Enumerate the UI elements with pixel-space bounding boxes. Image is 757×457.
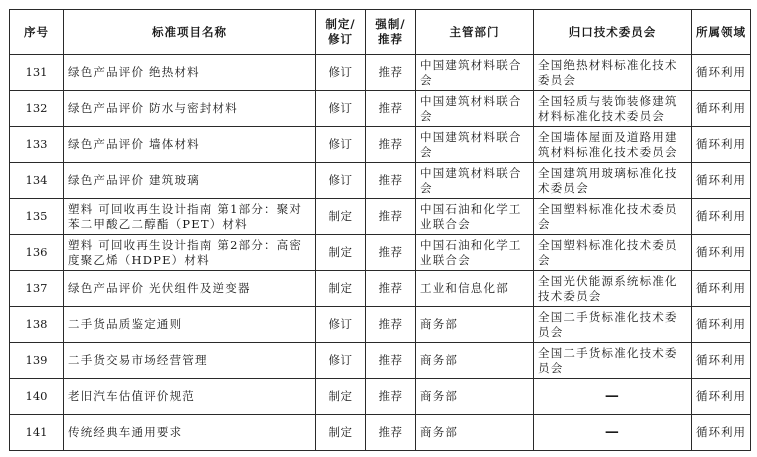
cell-committee: 全国二手货标准化技术委员会 [534, 307, 692, 343]
table-row [10, 343, 751, 379]
cell-domain: 循环利用 [692, 199, 751, 235]
table-row [10, 55, 751, 91]
table-row [10, 307, 751, 343]
header-index: 序号 [10, 10, 64, 55]
table-row [10, 379, 751, 415]
cell-domain: 循环利用 [692, 91, 751, 127]
cell-committee: — [534, 415, 692, 451]
cell-name: 二手货交易市场经营管理 [64, 343, 316, 379]
cell-type: 修订 [316, 55, 366, 91]
cell-domain: 循环利用 [692, 235, 751, 271]
cell-domain: 循环利用 [692, 271, 751, 307]
header-mandatory: 强制/推荐 [366, 10, 416, 55]
cell-department: 中国建筑材料联合会 [416, 163, 534, 199]
cell-index: 131 [10, 55, 64, 91]
cell-domain: 循环利用 [692, 379, 751, 415]
cell-type: 制定 [316, 199, 366, 235]
cell-type: 修订 [316, 307, 366, 343]
cell-type: 制定 [316, 235, 366, 271]
standards-table [9, 9, 751, 451]
cell-domain: 循环利用 [692, 307, 751, 343]
cell-index: 133 [10, 127, 64, 163]
cell-committee: 全国轻质与装饰装修建筑材料标准化技术委员会 [534, 91, 692, 127]
cell-department: 商务部 [416, 415, 534, 451]
table-row [10, 127, 751, 163]
header-department: 主管部门 [416, 10, 534, 55]
header-domain: 所属领域 [692, 10, 751, 55]
cell-mandatory: 推荐 [366, 91, 416, 127]
cell-index: 132 [10, 91, 64, 127]
cell-domain: 循环利用 [692, 127, 751, 163]
cell-department: 商务部 [416, 379, 534, 415]
cell-type: 修订 [316, 127, 366, 163]
table-row [10, 271, 751, 307]
header-type: 制定/修订 [316, 10, 366, 55]
cell-committee: 全国塑料标准化技术委员会 [534, 199, 692, 235]
cell-department: 商务部 [416, 307, 534, 343]
table-row [10, 235, 751, 271]
cell-mandatory: 推荐 [366, 235, 416, 271]
cell-department: 中国石油和化学工业联合会 [416, 199, 534, 235]
table-row [10, 199, 751, 235]
cell-mandatory: 推荐 [366, 379, 416, 415]
cell-mandatory: 推荐 [366, 271, 416, 307]
table-row [10, 91, 751, 127]
cell-index: 137 [10, 271, 64, 307]
cell-domain: 循环利用 [692, 55, 751, 91]
cell-committee: 全国二手货标准化技术委员会 [534, 343, 692, 379]
cell-department: 商务部 [416, 343, 534, 379]
cell-index: 135 [10, 199, 64, 235]
cell-type: 修订 [316, 343, 366, 379]
cell-domain: 循环利用 [692, 415, 751, 451]
cell-department: 中国建筑材料联合会 [416, 91, 534, 127]
cell-mandatory: 推荐 [366, 55, 416, 91]
cell-name: 绿色产品评价 墙体材料 [64, 127, 316, 163]
cell-index: 141 [10, 415, 64, 451]
cell-domain: 循环利用 [692, 163, 751, 199]
cell-mandatory: 推荐 [366, 415, 416, 451]
cell-type: 修订 [316, 91, 366, 127]
cell-committee: — [534, 379, 692, 415]
cell-mandatory: 推荐 [366, 163, 416, 199]
cell-committee: 全国墙体屋面及道路用建筑材料标准化技术委员会 [534, 127, 692, 163]
cell-index: 134 [10, 163, 64, 199]
cell-name: 传统经典车通用要求 [64, 415, 316, 451]
cell-mandatory: 推荐 [366, 343, 416, 379]
cell-name: 塑料 可回收再生设计指南 第2部分：高密度聚乙烯（HDPE）材料 [64, 235, 316, 271]
cell-committee: 全国建筑用玻璃标准化技术委员会 [534, 163, 692, 199]
cell-type: 制定 [316, 271, 366, 307]
cell-name: 二手货品质鉴定通则 [64, 307, 316, 343]
cell-committee: 全国光伏能源系统标准化技术委员会 [534, 271, 692, 307]
cell-mandatory: 推荐 [366, 199, 416, 235]
cell-index: 139 [10, 343, 64, 379]
cell-index: 138 [10, 307, 64, 343]
cell-index: 140 [10, 379, 64, 415]
cell-name: 绿色产品评价 绝热材料 [64, 55, 316, 91]
cell-mandatory: 推荐 [366, 307, 416, 343]
cell-department: 工业和信息化部 [416, 271, 534, 307]
header-committee: 归口技术委员会 [534, 10, 692, 55]
cell-type: 制定 [316, 415, 366, 451]
cell-name: 绿色产品评价 防水与密封材料 [64, 91, 316, 127]
table-row [10, 415, 751, 451]
cell-department: 中国建筑材料联合会 [416, 55, 534, 91]
cell-type: 修订 [316, 163, 366, 199]
cell-department: 中国石油和化学工业联合会 [416, 235, 534, 271]
cell-name: 绿色产品评价 光伏组件及逆变器 [64, 271, 316, 307]
cell-mandatory: 推荐 [366, 127, 416, 163]
cell-name: 老旧汽车估值评价规范 [64, 379, 316, 415]
header-name: 标准项目名称 [64, 10, 316, 55]
cell-name: 绿色产品评价 建筑玻璃 [64, 163, 316, 199]
cell-committee: 全国塑料标准化技术委员会 [534, 235, 692, 271]
cell-domain: 循环利用 [692, 343, 751, 379]
cell-index: 136 [10, 235, 64, 271]
table-header-row [10, 10, 751, 55]
cell-name: 塑料 可回收再生设计指南 第1部分：聚对苯二甲酸乙二醇酯（PET）材料 [64, 199, 316, 235]
cell-type: 制定 [316, 379, 366, 415]
table-row [10, 163, 751, 199]
cell-committee: 全国绝热材料标准化技术委员会 [534, 55, 692, 91]
cell-department: 中国建筑材料联合会 [416, 127, 534, 163]
